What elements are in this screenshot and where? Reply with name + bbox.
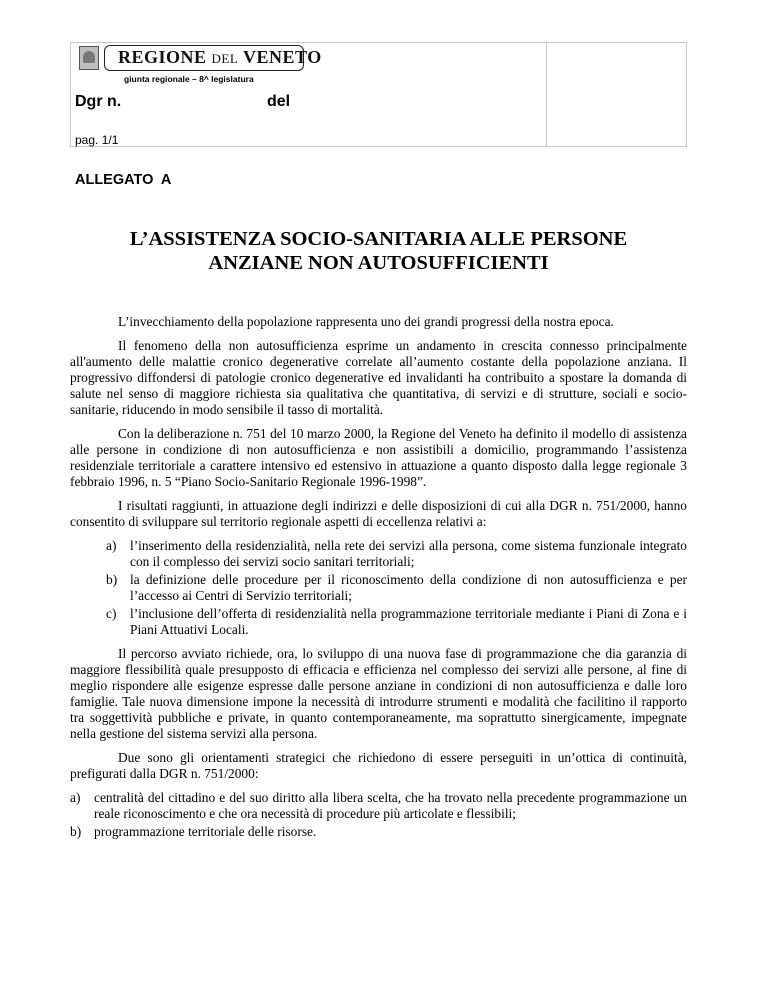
region-emblem-icon <box>79 46 99 70</box>
paragraph-5: Il percorso avviato richiede, ora, lo sviluppo di una nuova fase di programmazione che dia garanzia di maggiore flessibilità quale presupposto di efficacia e efficienza nel complesso dei servizi alle persone, al fine di meglio rispondere alle esigenze espresse dalle persone anziane in condizioni di non autosufficienza e dalle loro famiglie. Tale nuova dimensione impone la necessità di introdurre strumenti e modalità che facilitino il rapporto tra soggettività pubbliche e private, in quanto contemporaneamente, ma soprattutto sinergicamente, impegnate nella gestione del sistema servizi alla persona. <box>70 646 687 741</box>
list-marker: a) <box>70 790 81 805</box>
page-number: pag. 1/1 <box>75 133 119 147</box>
list-item <box>106 538 687 570</box>
title-line-1: L’ASSISTENZA SOCIO-SANITARIA ALLE PERSONE <box>129 228 628 250</box>
excellence-list <box>106 538 687 638</box>
list-item-text: l’inclusione dell’offerta di residenzialità nella programmazione territoriale mediante i Piani di Zona e i Piani Attuativi Locali. <box>130 606 687 637</box>
document-body <box>70 314 687 848</box>
logo-del: DEL <box>211 51 239 66</box>
list-item-text: la definizione delle procedure per il riconoscimento della condizione di non autosufficienza e per l’accesso ai Centri di Servizio territoriali; <box>130 572 687 603</box>
list-item <box>106 606 687 638</box>
paragraph-4: I risultati raggiunti, in attuazione degli indirizzi e delle disposizioni di cui alla DGR n. 751/2000, hanno consentito di sviluppare sul territorio regionale aspetti di eccellenza relativi a: <box>70 498 687 529</box>
allegato-heading: ALLEGATO A <box>75 172 172 188</box>
list-marker: b) <box>70 824 82 839</box>
list-item-text: programmazione territoriale delle risorse. <box>94 824 317 839</box>
list-marker: b) <box>106 572 118 587</box>
list-item-text: centralità del cittadino e del suo diritto alla libera scelta, che ha trovato nella precedente programmazione un reale riconoscimento e che ora necessità di procedure più articolate e flessibili; <box>94 790 687 821</box>
region-logo <box>118 47 322 68</box>
list-marker: a) <box>106 538 117 553</box>
paragraph-1: L’invecchiamento della popolazione rappresenta uno dei grandi progressi della nostra epoca. <box>118 314 614 329</box>
list-item-text: l’inserimento della residenzialità, nella rete dei servizi alla persona, come sistema funzionale integrato con il complesso dei servizi socio sanitari territoriali; <box>130 538 687 569</box>
strategy-list <box>70 790 687 840</box>
header-side-box <box>547 42 687 147</box>
document-title <box>70 227 687 275</box>
list-marker: c) <box>106 606 117 621</box>
paragraph-3: Con la deliberazione n. 751 del 10 marzo 2000, la Regione del Veneto ha definito il modello di assistenza alle persone in condizione di non autosufficienza e non assistibili a domicilio, programmando l’assistenza residenziale territoriale a carattere intensivo ed estensivo in attuazione a quanto disposto dalla legge regionale 3 febbraio 1996, n. 5 “Piano Socio-Sanitario Regionale 1996-1998”. <box>70 426 687 489</box>
list-item <box>70 824 687 840</box>
dgr-label: Dgr n. <box>75 93 122 110</box>
list-item <box>106 572 687 604</box>
title-line-2: ANZIANE NON AUTOSUFFICIENTI <box>208 252 549 274</box>
logo-veneto: VENETO <box>243 47 322 67</box>
paragraph-2: Il fenomeno della non autosufficienza esprime un andamento in crescita connesso principalmente all'aumento delle malattie cronico degenerative correlate all’aumento costante della popolazione anziana. Il progressivo diffondersi di patologie cronico degenerative ed invalidanti ha contribuito a spostare la domanda di salute nel senso di maggiore richiesta sia qualitativa che quantitativa, di servizi e di strutture, sociali e socio-sanitarie, riducendo in modo sensibile il tasso di mortalità. <box>70 338 687 417</box>
logo-region: REGIONE <box>118 47 207 67</box>
paragraph-6: Due sono gli orientamenti strategici che richiedono di essere perseguiti in un’ottica di continuità, prefigurati dalla DGR n. 751/2000: <box>70 750 687 781</box>
del-label: del <box>267 93 291 110</box>
giunta-label: giunta regionale – 8^ legislatura <box>124 74 254 84</box>
list-item <box>70 790 687 822</box>
